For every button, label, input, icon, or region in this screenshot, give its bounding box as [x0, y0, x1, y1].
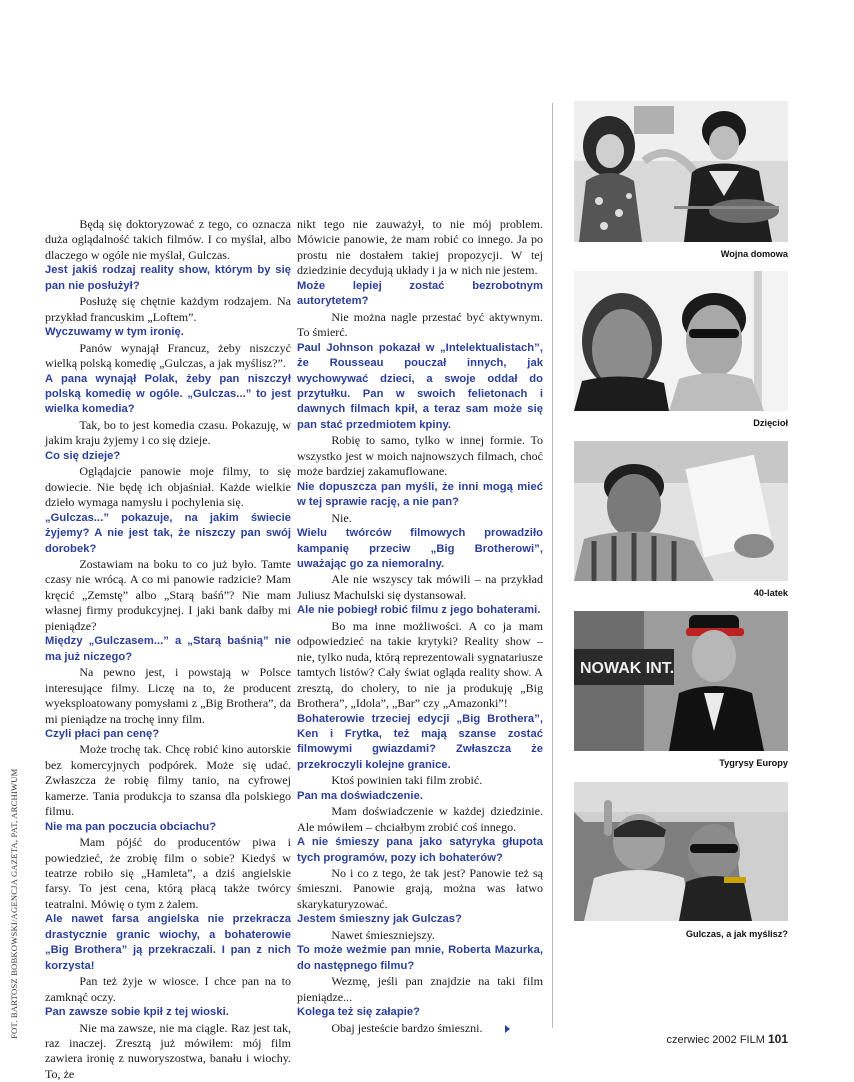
interview-question — [297, 943, 543, 974]
interview-question — [45, 372, 291, 418]
end-of-article-icon — [505, 1025, 510, 1033]
paragraph-text: No i co z tego, że tak jest? Panowie też są śmieszni. Panowie grają, można was łatwo skarykaturyzować. — [297, 866, 543, 911]
paragraph-text: Ktoś powinien taki film zrobić. — [331, 773, 483, 788]
paragraph-text: Pan zawsze sobie kpił z tej wioski. — [45, 1006, 229, 1019]
photo-credit: FOT. BARTOSZ BOBKOWSKI/AGENCJA GAZETA, PAT, ARCHIWUM — [9, 768, 19, 1039]
interview-answer — [297, 928, 543, 943]
paragraph-text: Nie można nagle przestać być aktywnym. To śmierć. — [297, 309, 543, 340]
paragraph-text: Nie dopuszcza pan myśli, że inni mogą mieć w tej sprawie rację, a nie pan? — [297, 480, 543, 509]
interview-answer — [45, 742, 291, 819]
article-column-2 — [297, 217, 543, 1036]
film-still-wojna-domowa-icon — [574, 101, 788, 242]
article-column-1 — [45, 217, 291, 1082]
interview-question — [45, 325, 291, 340]
interview-question — [297, 912, 543, 927]
paragraph-text: Będą się doktoryzować z tego, co oznacza duża oglądalność takich filmów. I co myślał, albo dlaczego w ogóle nie myślał, Gulczas. — [45, 217, 291, 262]
interview-answer — [45, 294, 291, 325]
paragraph-text: Tak, bo to jest komedia czasu. Pokazuję, w jakim kraju żyjemy i co się dzieje. — [45, 417, 291, 448]
interview-question — [297, 1005, 543, 1020]
interview-answer — [45, 418, 291, 449]
answer-continuation — [297, 217, 543, 279]
paragraph-text: Paul Johnson pokazał w „Intelektualistach”, że Rousseau pouczał innych, jak wychowywać dzieci, a swoje oddał do przytułku. Pan w swoich felietonach i dawnych filmach kpił, a teraz sam może się pan stać przedmiotem kpiny. — [297, 341, 543, 431]
paragraph-text: Wyczuwamy w tym ironię. — [45, 326, 184, 339]
interview-answer — [297, 511, 543, 526]
interview-question — [297, 526, 543, 572]
interview-question — [45, 912, 291, 974]
interview-question — [45, 634, 291, 665]
paragraph-text: „Gulczas...” pokazuje, na jakim świecie żyjemy? A nie jest tak, że niszczy pan swój dorobek? — [45, 511, 291, 555]
paragraph-text: Pan ma doświadczenie. — [297, 789, 424, 802]
column-divider — [552, 103, 553, 1028]
interview-question — [45, 511, 291, 557]
paragraph-text: Oglądajcie panowie moje filmy, to się dowiecie. Nie będę ich objaśniał. Każde wielkie dzieło wymaga namysłu i pochylenia się. — [45, 464, 291, 510]
paragraph-text: Mam doświadczenie w każdej dziedzinie. Ale mówiłem – chciałbym zrobić coś innego. — [297, 804, 543, 834]
interview-question — [297, 480, 543, 511]
photo-40-latek — [574, 441, 788, 581]
interview-answer — [45, 665, 291, 727]
paragraph-text: Nie. — [331, 510, 352, 525]
interview-answer — [45, 341, 291, 372]
sign-text: NOWAK INT. — [580, 660, 675, 677]
paragraph-text: A pana wynajął Polak, żeby pan niszczył polską komedię w ogóle. „Gulczas...” to jest wielka komedia? — [45, 372, 291, 416]
paragraph-text: A nie śmieszy pana jako satyryka głupota tych programów, pozy ich bohaterów? — [297, 836, 543, 864]
paragraph-text: Między „Gulczasem...” a „Starą baśnią” nie ma już niczego? — [45, 635, 291, 663]
interview-answer — [45, 974, 291, 1005]
photo-gulczas — [574, 782, 788, 921]
page-footer — [666, 1032, 788, 1046]
paragraph-text: Nawet śmieszniejszy. — [331, 927, 435, 942]
interview-question — [297, 835, 543, 866]
paragraph-text: To może weźmie pan mnie, Roberta Mazurka, do następnego filmu? — [297, 944, 543, 972]
paragraph-text: nikt tego nie zauważył, to nie mój problem. Mówicie panowie, że mam robić co innego. Ja po prostu nie dostałem takiej propozycji. W tej dziedzinie decydują układy i ja w nich nie jestem. — [297, 217, 543, 278]
caption-tygrysy-europy: Tygrysy Europy — [719, 758, 788, 768]
paragraph-text: Nie ma pan poczucia obciachu? — [45, 820, 217, 833]
interview-answer — [297, 310, 543, 341]
interview-question — [45, 820, 291, 835]
caption-wojna-domowa: Wojna domowa — [720, 249, 788, 259]
paragraph-text: Czyli płaci pan cenę? — [45, 727, 160, 740]
paragraph-text: Bo ma inne możliwości. A co ja mam odpowiedzieć na takie krytyki? Reality show – nie, tylko nuda, którą reprezentowali sygnatariusze tamtych listów? Cały świat ogląda reality show. A zresztą, do cholery, to nie ja produkuję „Big Brothera”, „Idola”, „Bar” czy „Amazonki”! — [297, 618, 543, 711]
film-still-tygrysy-europy-icon — [574, 611, 788, 751]
caption-40-latek: 40-latek — [753, 588, 788, 598]
photo-wojna-domowa — [574, 101, 788, 242]
interview-question — [45, 449, 291, 464]
interview-question — [45, 1005, 291, 1020]
paragraph-text: Kolega też się załapie? — [297, 1006, 421, 1019]
caption-gulczas: Gulczas, a jak myślisz? — [685, 929, 788, 939]
interview-answer — [297, 619, 543, 712]
interview-answer — [45, 217, 291, 263]
page-number: 101 — [767, 1032, 788, 1046]
interview-question — [297, 789, 543, 804]
interview-question — [45, 727, 291, 742]
interview-answer — [297, 433, 543, 479]
interview-answer — [45, 464, 291, 510]
film-still-40-latek-icon — [574, 441, 788, 581]
paragraph-text: Co się dzieje? — [45, 449, 121, 462]
interview-answer — [297, 773, 543, 788]
caption-dzieciol: Dzięcioł — [753, 418, 788, 428]
interview-answer — [45, 835, 291, 912]
paragraph-text: Ale nawet farsa angielska nie przekracza drastycznie granic wiochy, a bohaterowie „Big Brothera” ją przekraczali. I pan z nich korzysta! — [45, 913, 291, 972]
paragraph-text: Panów wynajął Francuz, żeby niszczyć wielką polską komedię „Gulczas, a jak myślisz?”. — [45, 340, 291, 371]
interview-answer — [297, 572, 543, 603]
paragraph-text: Jest jakiś rodzaj reality show, którym by się pan nie posłużył? — [45, 264, 291, 292]
interview-question — [297, 341, 543, 434]
interview-answer — [297, 1021, 543, 1036]
film-still-dzieciol-icon — [574, 271, 788, 411]
paragraph-text: Ale nie pobiegł robić filmu z jego bohaterami. — [297, 604, 541, 617]
paragraph-text: Wielu twórców filmowych prowadziło kampanię przeciw „Big Brotherowi”, uważając go za niemoralny. — [297, 527, 543, 570]
paragraph-text: Pan też żyje w wiosce. I chce pan na to zamknąć oczy. — [45, 974, 291, 1004]
paragraph-text: Może trochę tak. Chcę robić kino autorskie bez komercyjnych podpórek. Może się udać. Zwłaszcza że robię filmy tanio, na cyfrowej kamerze. Tania produkcja to szansa dla polskiego filmu. — [45, 742, 291, 819]
film-still-gulczas-icon — [574, 782, 788, 921]
paragraph-text: Jestem śmieszny jak Gulczas? — [297, 913, 462, 926]
paragraph-text: Na pewno jest, i powstają w Polsce interesujące filmy. Liczę na to, że producent wyeksploatowany pomysłami z „Big Brothera”, da mi pieniądze na trochę inny film. — [45, 665, 291, 726]
paragraph-text: Robię to samo, tylko w innej formie. To wszystko jest w moich najnowszych filmach, choć może bardziej zakamuflowane. — [297, 433, 543, 479]
paragraph-text: Wezmę, jeśli pan znajdzie na taki film pieniądze... — [297, 974, 543, 1004]
issue-label: czerwiec 2002 FILM — [666, 1034, 765, 1046]
interview-answer — [297, 866, 543, 912]
paragraph-text: Może lepiej zostać bezrobotnym autorytetem? — [297, 279, 543, 308]
paragraph-text: Obaj jesteście bardzo śmieszni. — [331, 1020, 483, 1035]
paragraph-text: Mam pójść do producentów piwa i powiedzieć, że zrobię film o sobie? Kiedyś w teatrze robiło się „Hamleta”, a dziś angielskie farsy. To jest cena, którą płacą także twórcy teatralni. Mówię o tym z żalem. — [45, 835, 291, 911]
photo-tygrysy-europy — [574, 611, 788, 751]
interview-answer — [45, 557, 291, 634]
paragraph-text: Bohaterowie trzeciej edycji „Big Brothera”, Ken i Frytka, też mają szanse zostać filmowymi gwiazdami? Zwłaszcza że przekroczyli kolejne granice. — [297, 712, 543, 771]
photo-dzieciol — [574, 271, 788, 411]
paragraph-text: Nie ma zawsze, nie ma ciągle. Raz jest tak, raz inaczej. Zresztą już mówiłem: mój film zawiera ironię z nuworyszostwa, banału i wiochy. To, że — [45, 1020, 291, 1081]
interview-question — [45, 263, 291, 294]
interview-answer — [297, 804, 543, 835]
interview-question — [297, 603, 543, 618]
interview-question — [297, 279, 543, 310]
paragraph-text: Posłużę się chętnie każdym rodzajem. Na przykład francuskim „Loftem”. — [45, 294, 291, 324]
paragraph-text: Ale nie wszyscy tak mówili – na przykład Juliusz Machulski się dystansował. — [297, 572, 543, 602]
interview-question — [297, 712, 543, 774]
paragraph-text: Zostawiam na boku to co już było. Tamte czasy nie wrócą. A co mi panowie radzicie? Mam kręcić „Zemstę” albo „Starą baśń”? Nie mam własnej firmy produkcyjnej. I jaki bank dałby mi pieniądze? — [45, 556, 291, 633]
interview-answer — [297, 974, 543, 1005]
interview-answer — [45, 1021, 291, 1082]
